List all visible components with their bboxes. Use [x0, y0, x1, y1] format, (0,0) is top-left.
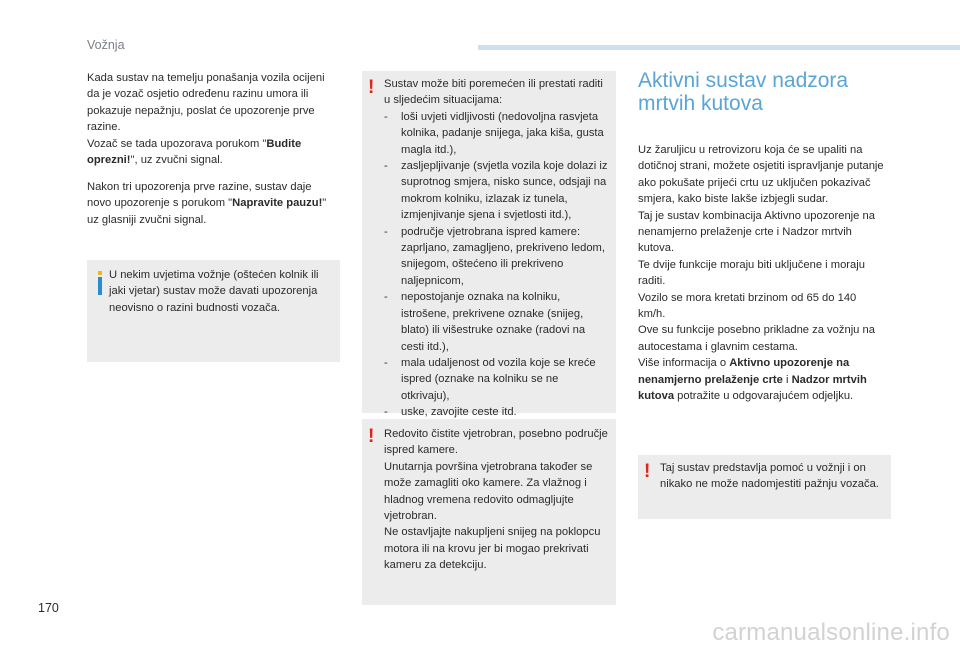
ref-lane-departure: Aktivno upozorenje na nenamjerno prelaženje crte	[638, 357, 850, 386]
section-title: Vožnja	[87, 38, 125, 52]
list-item: - područje vjetrobrana ispred kamere: zaprljano, zamagljeno, prekriveno ledom, snijegom, oštećeno ili prekriveno naljepnicom,	[384, 224, 608, 290]
list-item: - uske, zavojite ceste itd.	[384, 404, 608, 420]
list-item: - zasljepljivanje (svjetla vozila koje dolazi iz suprotnog smjera, nisko sunce, odsjaji na mokrom kolniku, izlazak iz tunela, izmjenjivanje sjena i svjetlosti itd.),	[384, 158, 608, 224]
para1-text-c: ", uz zvučni signal.	[130, 154, 223, 167]
warning-box-windscreen-text	[384, 426, 612, 574]
list-item: - loši uvjeti vidljivosti (nedovoljna rasvjeta kolnika, padanje snijega, jaka kiša, gusta magla itd.),	[384, 109, 608, 158]
p6-text-b: i	[782, 373, 792, 386]
list-item: - nepostojanje oznaka na kolniku, istrošene, prekrivene oznake (snijeg, blato) ili višestruke oznake (radovi na cesti itd.),	[384, 289, 608, 355]
para2-text: Nakon tri upozorenja prve razine, sustav daje novo upozorenje s porukom "	[87, 181, 312, 210]
p6-text: Više informacija o	[638, 357, 730, 370]
warning-box-assist	[638, 455, 891, 519]
header-rule	[478, 45, 960, 50]
conditions-intro: Sustav može biti poremećen ili prestati raditi u sljedećim situacijama:	[384, 78, 603, 107]
warning-box-conditions	[362, 71, 616, 419]
warning-icon: !	[368, 426, 375, 447]
col3-p4: Vozilo se mora kretati brzinom od 65 do 140 km/h.	[638, 291, 857, 321]
info-box	[87, 260, 340, 362]
message-take-break: Napravite pauzu!	[232, 197, 323, 210]
p6-text-c: potražite u odgovarajućem odjeljku.	[674, 390, 854, 403]
col3-p2: Taj je sustav kombinacija Aktivno upozorenje na nenamjerno prelaženje crte i Nadzor mrtvih kutova.	[638, 209, 875, 255]
conditions-list	[384, 109, 608, 421]
message-be-careful: Budite oprezni!	[87, 137, 302, 167]
warning-icon: !	[644, 461, 651, 482]
col3-body	[638, 142, 886, 405]
windscreen-p1: Redovito čistite vjetrobran, posebno područje ispred kamere.	[384, 428, 608, 457]
col3-p3: Te dvije funkcije moraju biti uključene i moraju raditi.	[638, 258, 865, 288]
watermark: carmanualsonline.info	[712, 619, 950, 646]
windscreen-p3: Ne ostavljajte nakupljeni snijeg na poklopcu motora ili na krovu jer bi mogao prekrivati kameru za detekciju.	[384, 526, 601, 572]
warning-box-assist-text: Taj sustav predstavlja pomoć u vožnji i on nikako ne može nadomjestiti pažnju vozača.	[660, 462, 879, 491]
info-icon	[98, 271, 102, 295]
col1-paragraph-1	[87, 70, 335, 168]
col3-p5: Ove su funkcije posebno prikladne za vožnju na autocestama i glavnim cestama.	[638, 324, 875, 353]
para2-text-c: " uz glasniji zvučni signal.	[87, 197, 327, 226]
page-title: Aktivni sustav nadzora mrtvih kutova	[638, 69, 849, 115]
page-number: 170	[38, 601, 59, 615]
col3-p1: Uz žaruljicu u retrovizoru koja će se upaliti na dotičnoj strani, možete osjetiti ispravljanje putanje ako pokušate prijeći crtu uz uključen pokazivač smjera, kako biste lakše izbjegli sudar.	[638, 144, 884, 206]
warning-box-windscreen	[362, 419, 616, 605]
list-item: - mala udaljenost od vozila koje se kreće ispred (oznake na kolniku se ne otkrivaju),	[384, 355, 608, 404]
ref-blind-spot: Nadzor mrtvih kutova	[638, 373, 867, 403]
warning-box-conditions-text	[384, 76, 608, 421]
col3-p6	[638, 355, 886, 404]
windscreen-p2: Unutarnja površina vjetrobrana također se može zamagliti oko kamere. Za vlažnog i hladnog vremena redovito odmagljujte vjetrobran.	[384, 460, 593, 523]
col1-paragraph-2	[87, 179, 335, 228]
para1-text-b: Vozač se tada upozorava porukom "	[87, 137, 267, 150]
para1-text: Kada sustav na temelju ponašanja vozila ocijeni da je vozač osjetio određenu razinu umora ili pokazuje nepažnju, poslat će upozorenje prve razine.	[87, 72, 325, 134]
info-box-text: U nekim uvjetima vožnje (oštećen kolnik ili jaki vjetar) sustav može davati upozorenja neovisno o razini budnosti vozača.	[109, 269, 319, 314]
warning-icon: !	[368, 77, 375, 98]
